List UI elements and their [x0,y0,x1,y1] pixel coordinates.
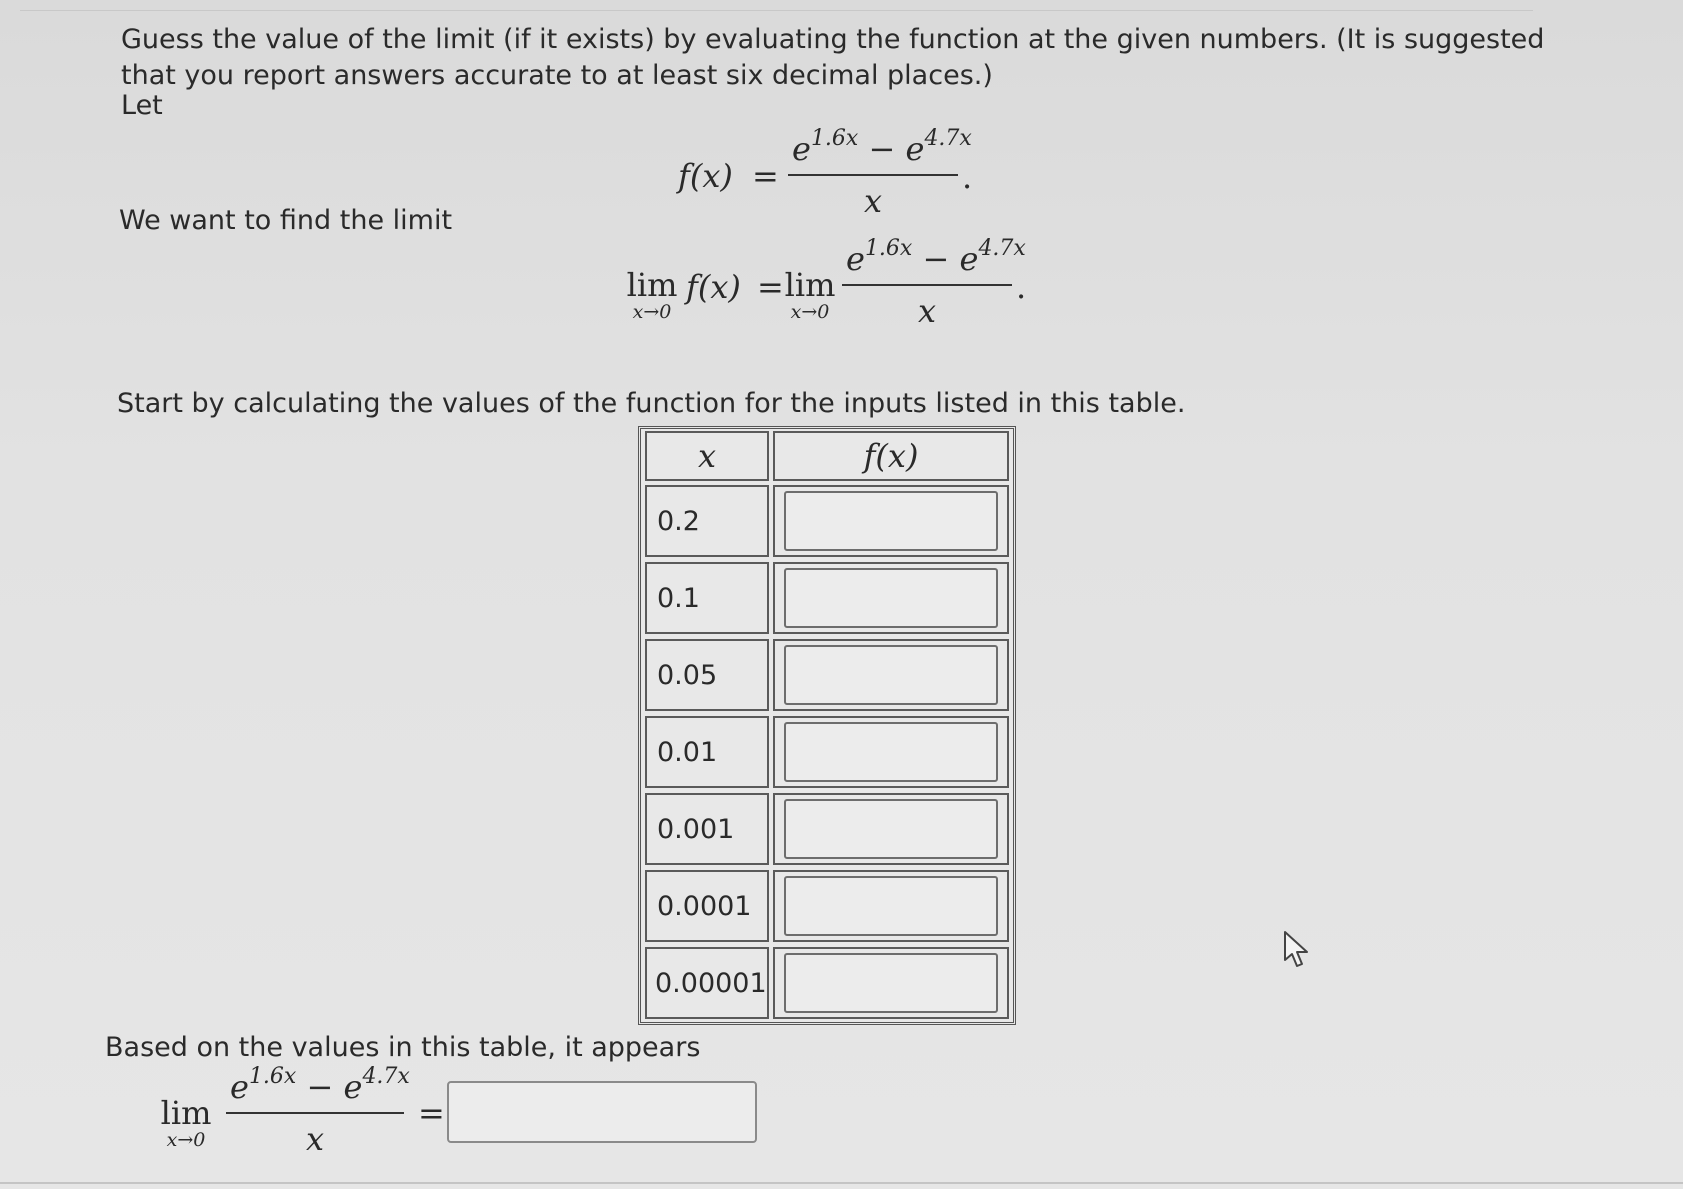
limit-numerator: $e^{1.6x} - e^{4.7x}$ [846,236,1026,278]
fx-cell [773,485,1009,557]
limit-fx: f(x) [686,268,741,306]
based-text: Based on the values in this table, it appears [105,1032,701,1063]
fx-input-0.2[interactable] [784,491,998,551]
fx-input-0.001[interactable] [784,799,998,859]
fx-cell [773,793,1009,865]
table-row [645,485,1009,557]
final-equals: = [418,1094,445,1132]
header-x: x [645,431,769,481]
question-line-2: that you report answers accurate to at least six decimal places.) [121,60,993,91]
x-value: 0.00001 [645,947,769,1019]
fx-input-0.01[interactable] [784,722,998,782]
want-text: We want to find the limit [119,205,453,236]
table-header-row [645,431,1009,481]
fx-cell [773,716,1009,788]
x-value: 0.01 [645,716,769,788]
table-row [645,639,1009,711]
let-text: Let [121,90,163,121]
final-fraction [226,1064,410,1158]
limit-operator-2: lim x→0 [784,266,836,323]
fx-input-0.1[interactable] [784,568,998,628]
header-fx: f(x) [773,431,1009,481]
table-row [645,947,1009,1019]
x-value: 0.2 [645,485,769,557]
fraction-denominator: x [863,182,883,220]
fx-cell [773,947,1009,1019]
fraction-bar [788,174,958,176]
table-row [645,562,1009,634]
mouse-cursor-icon [1283,930,1313,970]
table-row [645,870,1009,942]
x-value: 0.0001 [645,870,769,942]
x-value: 0.05 [645,639,769,711]
fx-input-0.0001[interactable] [784,876,998,936]
limit-answer-input[interactable] [447,1081,757,1143]
fx-cell [773,562,1009,634]
top-divider [20,10,1533,11]
fx-input-0.00001[interactable] [784,953,998,1013]
fx-cell [773,639,1009,711]
function-fraction [788,126,972,220]
final-numerator: $e^{1.6x} - e^{4.7x}$ [230,1064,410,1106]
fraction-numerator: $e^{1.6x} - e^{4.7x}$ [792,126,972,168]
table-row [645,793,1009,865]
fx-label: f(x) [678,157,733,195]
values-table [638,426,1016,1025]
final-fraction-bar [226,1112,404,1114]
question-line-1: Guess the value of the limit (if it exists) by evaluating the function at the given numbers. (It is suggested [121,24,1545,55]
final-denominator: x [305,1120,325,1158]
x-value: 0.001 [645,793,769,865]
limit-fraction-bar [842,284,1012,286]
limit-fraction [842,236,1026,330]
limit-equals: = [757,268,784,306]
equals-sign: = [752,157,779,195]
start-text: Start by calculating the values of the function for the inputs listed in this table. [117,388,1186,419]
bottom-divider [0,1182,1683,1184]
x-value: 0.1 [645,562,769,634]
table-row [645,716,1009,788]
limit-operator-1: lim x→0 [626,266,678,323]
fx-cell [773,870,1009,942]
limit-denominator: x [917,292,937,330]
fx-input-0.05[interactable] [784,645,998,705]
limit-period: . [1016,268,1027,306]
final-limit-operator: lim x→0 [160,1094,212,1151]
period: . [962,158,973,196]
